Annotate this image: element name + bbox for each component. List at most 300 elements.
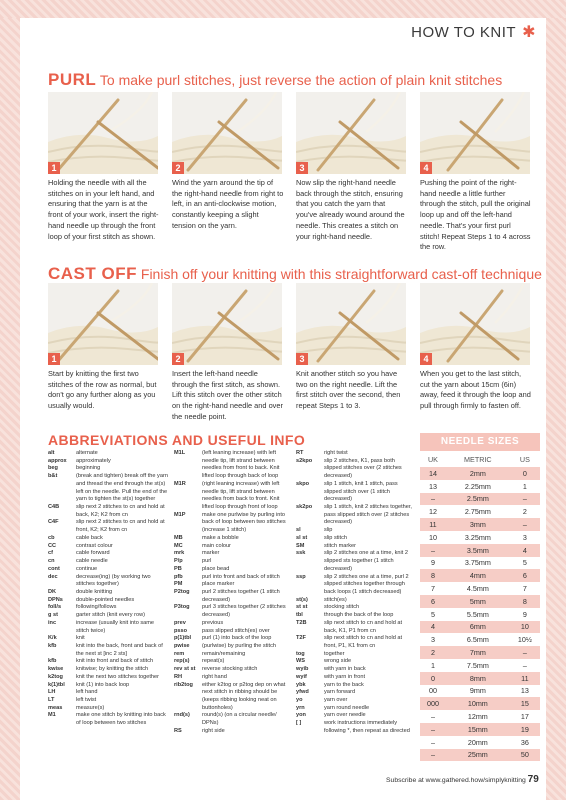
- abbreviation-row: [296, 597, 412, 605]
- abbreviation-row: [296, 535, 412, 543]
- needle-size-cell: –: [420, 493, 446, 506]
- abbreviation-definition: slip 2 stitches one at a time, knit 2 slipped sts together (1 stitch decreased): [324, 550, 408, 572]
- abbreviation-term: P3tog: [174, 604, 190, 611]
- abbreviation-row: [174, 666, 290, 674]
- abbreviation-term: P/p: [174, 558, 183, 565]
- needle-size-cell: 10mm: [446, 697, 510, 710]
- abbreviation-definition: continue: [76, 565, 98, 572]
- abbreviation-term: sl: [296, 527, 301, 534]
- abbreviation-row: [174, 651, 290, 659]
- abbreviation-term: yrn: [296, 704, 305, 711]
- abbreviation-term: ssk: [296, 550, 306, 557]
- abbreviation-row: [296, 682, 412, 690]
- needle-size-cell: 00: [428, 686, 437, 696]
- abbreviation-term: psso: [174, 627, 188, 634]
- needle-size-cell: 2.5mm: [446, 493, 510, 506]
- purl-step-text: Holding the needle with all the stitches on in your left hand, and ensuring that the yarn is at the front of your work, insert the right-hand needle up through the front loop of your first stitch as shown.: [48, 178, 159, 241]
- castoff-step-photo: [48, 283, 158, 365]
- abbreviation-row: [48, 689, 168, 697]
- purl-step-text: Pushing the point of the right-hand needle a little further through the stitch, pull the original loop up and off the left-hand needle. That's your first purl stitch! Repeat Steps 1 to 4 across the row.: [420, 178, 531, 252]
- needle-size-cell: 25mm: [446, 749, 510, 762]
- abbreviation-row: [296, 689, 412, 697]
- abbreviation-definition: right twist: [324, 450, 348, 456]
- abbreviation-row: [48, 535, 168, 543]
- abbreviation-definition: slip next stitch to cn and hold at back, K1, P1 from cn: [324, 619, 403, 634]
- abbreviation-definition: slip 2 stitches, K1, pass both slipped stitches over (2 stitches decreased): [324, 457, 402, 480]
- abbreviation-term: yo: [296, 697, 303, 703]
- needle-size-cell: 19: [510, 723, 540, 736]
- needle-size-cell: 8: [510, 595, 540, 608]
- abbreviation-row: [174, 566, 290, 574]
- abbreviation-definition: slip 2 stitches one at a time, purl 2 slipped stitches together through back loops (1 stitch decreased): [324, 573, 409, 595]
- abbreviation-definition: knit the next two stitches together: [76, 673, 160, 680]
- abbreviation-term: DPNs: [48, 596, 63, 603]
- abbreviation-definition: work instructions immediately following *, then repeat as directed: [324, 720, 410, 734]
- abbreviation-definition: knit into the back, front and back of the next st [inc 2 sts]: [76, 642, 163, 657]
- abbreviation-term: wyif: [296, 673, 307, 680]
- abbreviation-row: [48, 465, 168, 473]
- needle-size-row: [420, 608, 540, 621]
- needle-size-header: US: [519, 454, 530, 464]
- needle-size-cell: 2: [522, 507, 527, 517]
- abbreviation-row: [48, 589, 168, 597]
- abbreviation-row: [48, 450, 168, 458]
- abbreviation-definition: yarn over needle: [324, 712, 366, 719]
- abbreviation-term: foll/s: [48, 604, 62, 611]
- abbreviation-row: [174, 558, 290, 566]
- abbreviation-term: cont: [48, 565, 60, 572]
- abbreviation-row: [174, 535, 290, 543]
- abbreviation-row: [296, 697, 412, 705]
- abbreviation-term: M1L: [174, 450, 186, 456]
- abbreviation-term: k(1)tbl: [48, 681, 65, 688]
- needle-size-row: [420, 518, 540, 531]
- needle-size-cell: 0: [420, 672, 446, 685]
- castoff-title: CAST OFF: [48, 264, 137, 283]
- abbreviation-row: [174, 481, 290, 512]
- abbreviation-row: [296, 458, 412, 481]
- needle-size-cell: 2.75mm: [464, 507, 491, 517]
- castoff-step-number: 4: [420, 353, 432, 365]
- abbreviation-definition: contrast colour: [76, 542, 113, 549]
- abbreviation-row: [296, 720, 412, 735]
- castoff-step-photo: [296, 283, 406, 365]
- abbreviation-row: [174, 658, 290, 666]
- abbreviation-term: rev st st: [174, 666, 196, 673]
- abbreviation-definition: slip 1 stitch, knit 1 stitch, pass slipped stitch over (1 stitch decreased): [324, 480, 398, 503]
- abbreviation-row: [296, 604, 412, 612]
- abbreviation-term: rem: [174, 650, 185, 657]
- abbreviation-row: [296, 527, 412, 535]
- abbreviation-term: yon: [296, 712, 306, 719]
- abbreviation-term: beg: [48, 465, 58, 472]
- abbreviation-definition: increase (usually knit into same stitch twice): [76, 619, 155, 634]
- abbreviation-row: [48, 666, 168, 674]
- abbreviation-row: [296, 635, 412, 650]
- abbreviation-definition: double-pointed needles: [76, 596, 135, 603]
- needle-size-row: [420, 659, 540, 672]
- abbreviation-row: [296, 651, 412, 659]
- abbreviation-term: T2F: [296, 635, 306, 642]
- castoff-subtitle: Finish off your knitting with this straightforward cast-off technique: [140, 266, 542, 282]
- abbreviation-definition: with yarn in back: [324, 666, 366, 673]
- abbreviation-term: approx: [48, 457, 67, 464]
- abbreviation-term: C4F: [48, 519, 59, 526]
- abbreviation-row: [174, 712, 290, 727]
- needle-size-row: [420, 467, 540, 480]
- abbreviation-term: M1: [48, 712, 56, 719]
- abbreviation-row: [174, 728, 290, 736]
- purl-heading: [48, 70, 502, 90]
- abbreviation-term: rnd(s): [174, 712, 190, 719]
- needle-size-cell: –: [510, 518, 540, 531]
- abbreviation-row: [48, 712, 168, 727]
- needle-size-cell: 6: [420, 595, 446, 608]
- abbreviation-definition: cable forward: [76, 550, 110, 557]
- needle-size-row: [420, 569, 540, 582]
- purl-subtitle: To make purl stitches, just reverse the action of plain knit stitches: [99, 72, 503, 88]
- abbreviation-definition: make one purlwise by purling into back of loop between two stitches (increase 1 stitch): [202, 511, 286, 534]
- abbreviation-row: [48, 674, 168, 682]
- abbreviation-term: RH: [174, 673, 183, 680]
- abbreviation-definition: yarn over: [324, 697, 348, 703]
- abbreviation-term: g st: [48, 612, 58, 619]
- needle-size-cell: 10½: [517, 635, 532, 645]
- abbreviation-row: [174, 682, 290, 713]
- needle-size-cell: 3.25mm: [464, 532, 491, 542]
- abbreviation-row: [174, 674, 290, 682]
- needle-size-row: [420, 557, 540, 570]
- needle-size-cell: 7mm: [446, 646, 510, 659]
- abbreviation-term: pfb: [174, 573, 183, 580]
- abbreviation-definition: (break and tighten) break off the yarn and thread the end through the st(s) left on the needle. Pull the end of the yarn to tighten the st(s) together: [76, 473, 168, 503]
- abbreviation-definition: knit: [76, 635, 85, 642]
- abbreviation-row: [296, 550, 412, 573]
- needle-size-cell: 13: [520, 686, 529, 696]
- abbreviation-definition: purl (1) into back of the loop: [202, 635, 272, 642]
- needle-size-row: [420, 493, 540, 506]
- needle-size-row: [420, 531, 540, 544]
- abbreviation-term: sk2po: [296, 504, 313, 511]
- needle-size-cell: 4.5mm: [466, 584, 489, 594]
- page-number: 79: [527, 774, 539, 785]
- left-border: [0, 0, 20, 800]
- abbreviation-row: [296, 450, 412, 458]
- needle-size-row: [420, 582, 540, 595]
- needle-size-row: [420, 621, 540, 634]
- abbreviation-row: [48, 604, 168, 612]
- needle-sizes-table: [420, 433, 540, 761]
- abbreviation-definition: stitch(es): [324, 596, 347, 603]
- page-header: [411, 22, 536, 42]
- needle-size-cell: 9mm: [469, 686, 486, 696]
- needle-size-cell: 10: [428, 532, 437, 542]
- abbreviation-term: LH: [48, 689, 56, 696]
- needle-size-cell: 1: [430, 660, 435, 670]
- needle-size-cell: 5mm: [446, 595, 510, 608]
- abbreviation-term: yfwd: [296, 689, 309, 696]
- abbreviation-term: ssp: [296, 573, 306, 580]
- needle-size-cell: 12: [428, 507, 437, 517]
- abbreviation-row: [48, 458, 168, 466]
- needle-size-cell: –: [420, 723, 446, 736]
- abbreviation-term: T2B: [296, 619, 307, 626]
- abbreviation-definition: marker: [202, 550, 220, 557]
- needle-size-cell: 3mm: [446, 518, 510, 531]
- abbreviation-definition: yarn round needle: [324, 704, 370, 711]
- needle-size-header: METRIC: [464, 454, 492, 464]
- abbreviation-definition: purl: [202, 558, 212, 565]
- abbreviation-row: [296, 612, 412, 620]
- abbreviation-definition: alternate: [76, 450, 98, 456]
- abbreviation-term: k2tog: [48, 673, 63, 680]
- abbreviation-term: cn: [48, 558, 55, 565]
- needle-size-cell: 2: [420, 646, 446, 659]
- abbreviation-definition: right side: [202, 727, 225, 734]
- abbreviation-definition: wrong side: [324, 658, 352, 665]
- needle-size-cell: 6mm: [446, 621, 510, 634]
- abbreviation-definition: purl into front and back of stitch: [202, 573, 280, 580]
- abbreviation-row: [48, 504, 168, 519]
- abbreviation-term: tog: [296, 650, 305, 657]
- abbreviation-row: [296, 543, 412, 551]
- abbreviation-row: [48, 643, 168, 658]
- abbreviation-definition: remain/remaining: [202, 650, 246, 657]
- abbreviation-row: [174, 620, 290, 628]
- abbreviation-definition: (right leaning increase) with left needle tip, lift strand between needles from back to front. Knit lifted loop through front of loop: [202, 480, 280, 511]
- needle-size-cell: 2mm: [446, 467, 510, 480]
- abbreviation-row: [296, 705, 412, 713]
- needle-size-cell: 17: [520, 712, 529, 722]
- needle-size-cell: 20mm: [467, 737, 488, 747]
- abbreviation-definition: make a bobble: [202, 534, 239, 541]
- abbreviation-definition: slip 1 stitch, knit 2 stitches together, pass slipped stitch over (2 stitches decreased): [324, 504, 412, 526]
- abbreviation-term: MC: [174, 542, 183, 549]
- needle-size-cell: 3: [522, 532, 527, 542]
- needle-size-cell: 14: [420, 467, 446, 480]
- needle-size-cell: –: [430, 737, 435, 747]
- abbreviation-term: [ ]: [296, 720, 302, 727]
- needle-size-header: UK: [427, 454, 438, 464]
- abbreviation-definition: together: [324, 650, 345, 657]
- abbreviation-row: [48, 566, 168, 574]
- castoff-step-number: 1: [48, 353, 60, 365]
- needle-size-cell: 4: [510, 544, 540, 557]
- needle-size-cell: 6: [510, 569, 540, 582]
- abbreviation-term: RT: [296, 450, 304, 456]
- abbreviation-term: K/k: [48, 635, 57, 642]
- needle-size-cell: 15: [510, 697, 540, 710]
- abbreviation-row: [174, 574, 290, 582]
- castoff-step-number: 2: [172, 353, 184, 365]
- right-border: [546, 0, 566, 800]
- abbreviation-term: s2kpo: [296, 457, 313, 464]
- needle-size-cell: 12mm: [467, 712, 488, 722]
- abbreviation-term: kfb: [48, 658, 57, 665]
- abbreviation-definition: place marker: [202, 581, 235, 588]
- abbreviation-definition: beginning: [76, 465, 101, 472]
- needle-size-cell: 36: [520, 737, 529, 747]
- abbreviation-row: [174, 589, 290, 604]
- abbreviation-row: [174, 450, 290, 481]
- abbreviation-row: [296, 712, 412, 720]
- abbreviation-row: [48, 550, 168, 558]
- abbreviation-definition: decrease(ing) (by working two stitches together): [76, 573, 151, 588]
- abbreviation-definition: place bead: [202, 565, 230, 572]
- abbreviation-definition: pass slipped stitch(es) over: [202, 627, 270, 634]
- abbreviation-definition: stitch marker: [324, 542, 357, 549]
- abbreviation-row: [48, 473, 168, 504]
- abbreviation-row: [174, 643, 290, 651]
- abbreviation-row: [48, 597, 168, 605]
- needle-size-cell: 5: [522, 558, 527, 568]
- abbreviation-definition: through the back of the loop: [324, 612, 394, 619]
- abbreviation-definition: either k2tog or p2tog dep on what next stitch in ribbing should be (keeps ribbing looking neat on buttonholes): [202, 681, 286, 711]
- abbreviation-definition: slip next stitch to cn and hold at front, P1, K1 from cn: [324, 635, 403, 649]
- abbreviation-definition: slip next 2 stitches to cn and hold at back, K2; K2 from cn: [76, 504, 165, 518]
- purl-step-text: Wind the yarn around the tip of the right-hand needle from right to left, in an anti-clockwise motion, constantly keeping a slight tension on the yarn.: [172, 178, 284, 230]
- abbreviation-definition: approximately: [76, 457, 111, 464]
- abbreviations-column-3: [296, 450, 412, 736]
- abbreviation-row: [296, 674, 412, 682]
- abbreviation-definition: yarn forward: [324, 689, 356, 696]
- abbreviation-term: PB: [174, 565, 182, 572]
- needle-size-row: [420, 685, 540, 698]
- needle-size-cell: –: [430, 712, 435, 722]
- needle-size-row: [420, 736, 540, 749]
- needle-size-cell: 11: [420, 518, 446, 531]
- purl-step-photo: [48, 92, 158, 174]
- purl-step-photo: [172, 92, 282, 174]
- abbreviation-term: tbl: [296, 612, 303, 619]
- castoff-heading: [48, 264, 542, 284]
- abbreviation-term: SM: [296, 542, 305, 549]
- abbreviation-term: prev: [174, 619, 186, 626]
- purl-step-photo: [420, 92, 530, 174]
- abbreviation-term: P2tog: [174, 588, 190, 595]
- abbreviation-term: C4B: [48, 504, 60, 511]
- needle-size-cell: 7.5mm: [466, 660, 489, 670]
- abbreviations-title: ABBREVIATIONS AND USEFUL INFO: [48, 432, 306, 448]
- abbreviation-term: st(s): [296, 596, 308, 603]
- needle-size-row: [420, 595, 540, 608]
- abbreviation-term: rep(s): [174, 658, 190, 665]
- needle-size-cell: 50: [510, 749, 540, 762]
- abbreviation-definition: cable needle: [76, 558, 108, 565]
- needle-size-row: [420, 544, 540, 557]
- purl-step-text: Now slip the right-hand needle back through the stitch, ensuring that you catch the yarn that you've already wound around the needle. This creates a stitch on your right-hand needle.: [296, 178, 405, 241]
- needle-size-cell: 5: [430, 609, 435, 619]
- castoff-step-text: Start by knitting the first two stitches of the row as normal, but don't go any further along as you usually would.: [48, 369, 157, 411]
- abbreviation-row: [296, 620, 412, 635]
- abbreviation-definition: (purlwise) by purling the stitch: [202, 642, 276, 649]
- abbreviation-definition: knit into front and back of stitch: [76, 658, 154, 665]
- abbreviation-row: [296, 666, 412, 674]
- abbreviation-term: WS: [296, 658, 306, 665]
- abbreviation-definition: stocking stitch: [324, 604, 360, 611]
- abbreviation-term: rib2tog: [174, 681, 193, 688]
- abbreviation-row: [174, 628, 290, 636]
- abbreviation-row: [48, 543, 168, 551]
- abbreviation-term: DK: [48, 588, 57, 595]
- abbreviation-term: b&t: [48, 473, 58, 480]
- abbreviation-row: [174, 550, 290, 558]
- abbreviation-term: kwise: [48, 666, 64, 673]
- needle-size-cell: 15mm: [446, 723, 510, 736]
- abbreviation-row: [296, 504, 412, 527]
- needle-size-cell: 7: [522, 584, 527, 594]
- needle-size-cell: –: [510, 646, 540, 659]
- needle-size-cell: 4mm: [446, 569, 510, 582]
- needle-size-cell: 6.5mm: [466, 635, 489, 645]
- page-footer: [386, 774, 539, 785]
- abbreviation-definition: garter stitch (knit every row): [76, 612, 146, 619]
- abbreviation-term: wyib: [296, 666, 309, 673]
- purl-step-number: 4: [420, 162, 432, 174]
- abbreviation-row: [48, 620, 168, 635]
- abbreviation-row: [174, 604, 290, 619]
- castoff-step-text: Knit another stitch so you have two on the right needle. Lift the first stitch over the second, then repeat Steps 1 to 3.: [296, 369, 401, 411]
- abbreviation-term: cf: [48, 550, 53, 557]
- star-icon: ✱: [522, 24, 536, 41]
- abbreviation-definition: slip: [324, 527, 333, 534]
- purl-step-number: 2: [172, 162, 184, 174]
- abbreviation-definition: cable back: [76, 534, 103, 541]
- abbreviation-term: dec: [48, 573, 58, 580]
- needle-size-row: [420, 749, 540, 762]
- abbreviation-definition: round(s) (on a circular needle/ DPNs): [202, 712, 277, 727]
- abbreviation-term: inc: [48, 619, 57, 626]
- abbreviation-definition: previous: [202, 619, 224, 626]
- abbreviation-row: [174, 543, 290, 551]
- needle-size-cell: –: [522, 660, 527, 670]
- castoff-step-text: When you get to the last stitch, cut the yarn about 15cm (6in) away, feed it through the loop and pull through firmly to fasten off.: [420, 369, 531, 411]
- abbreviation-term: p(1)tbl: [174, 635, 192, 642]
- abbreviation-term: skpo: [296, 480, 310, 487]
- abbreviation-term: M1R: [174, 480, 186, 487]
- abbreviation-definition: with yarn in front: [324, 673, 366, 680]
- needle-size-cell: 5.5mm: [466, 609, 489, 619]
- abbreviation-term: kfb: [48, 642, 57, 649]
- abbreviation-row: [48, 635, 168, 643]
- needle-size-cell: 9: [430, 558, 435, 568]
- abbreviation-term: pwise: [174, 642, 190, 649]
- abbreviation-definition: repeat(s): [202, 658, 225, 665]
- needle-size-row: [420, 480, 540, 493]
- needle-size-cell: 0: [510, 467, 540, 480]
- needle-size-cell: 3.5mm: [446, 544, 510, 557]
- purl-step-number: 1: [48, 162, 60, 174]
- purl-step-number: 3: [296, 162, 308, 174]
- abbreviation-definition: right hand: [202, 673, 227, 680]
- abbreviation-row: [174, 635, 290, 643]
- abbreviation-term: meas: [48, 704, 63, 711]
- abbreviation-row: [296, 574, 412, 597]
- abbreviation-term: mrk: [174, 550, 185, 557]
- needle-size-row: [420, 710, 540, 723]
- abbreviation-row: [296, 481, 412, 504]
- needle-size-cell: 3: [430, 635, 435, 645]
- needle-size-row: [420, 646, 540, 659]
- needle-size-cell: –: [420, 749, 446, 762]
- needle-size-cell: 8mm: [446, 672, 510, 685]
- needle-size-row: [420, 672, 540, 685]
- abbreviation-definition: left twist: [76, 697, 97, 703]
- abbreviation-definition: double knitting: [76, 588, 113, 595]
- needle-size-cell: 9: [522, 609, 527, 619]
- castoff-step-photo: [172, 283, 282, 365]
- abbreviation-row: [174, 512, 290, 535]
